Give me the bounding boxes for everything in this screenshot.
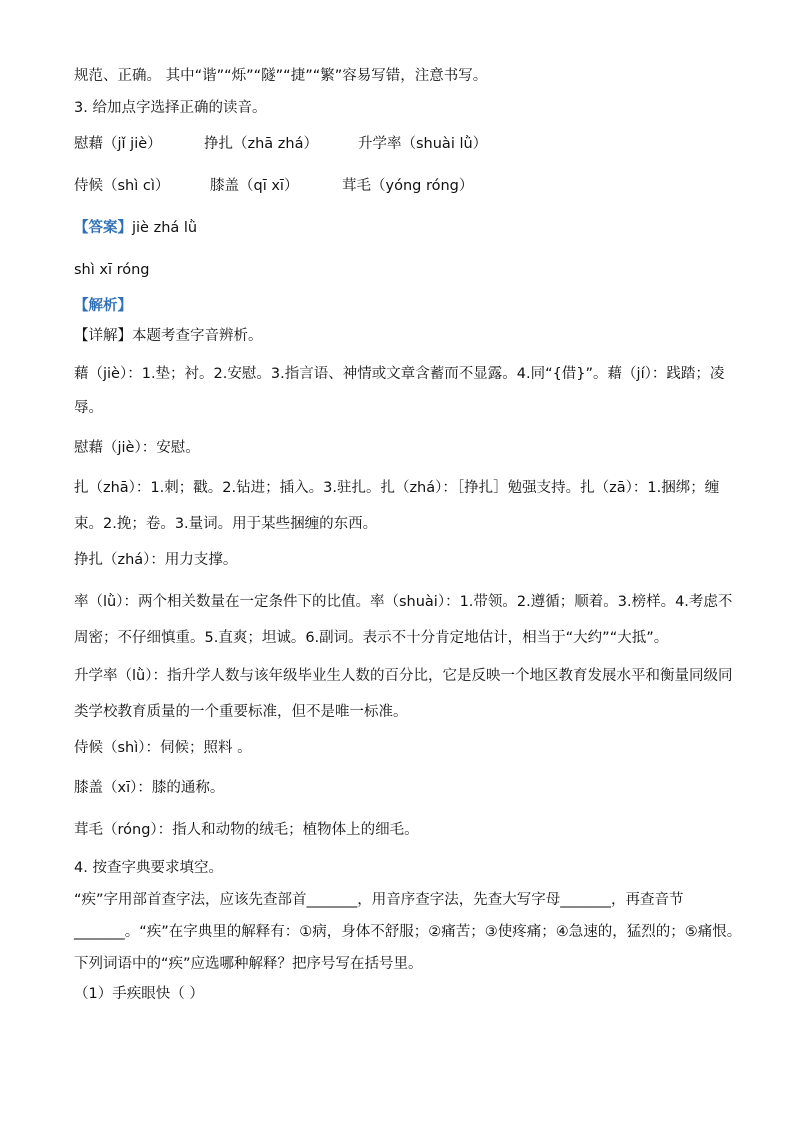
text-line: 升学率（lǜ）：指升学人数与该年级毕业生人数的百分比，它是反映一个地区教育发展水平和衡量同级同 <box>74 668 733 684</box>
text-line: 挣扎（zhá）：用力支撑。 <box>74 552 238 568</box>
text-line: 周密；不仔细慎重。5.直爽；坦诚。6.副词。表示不十分肯定地估计，相当于“大约”“大抵”。 <box>74 630 669 646</box>
text-line: 规范、正确。 其中“谐”“烁”“隧”“捷”“繁”容易写错，注意书写。 <box>74 68 488 84</box>
analysis-label: 【解析】 <box>74 298 132 314</box>
text-line: 侍候（shì）：伺候；照料 。 <box>74 740 252 756</box>
text-line: 茸毛（róng）：指人和动物的绒毛；植物体上的细毛。 <box>74 822 419 838</box>
choice-item: 茸毛（yóng róng） <box>342 178 474 194</box>
question-4-title: 4. 按查字典要求填空。 <box>74 860 223 876</box>
analysis-line <box>74 296 132 316</box>
text-line: “疾”字用部首查字法，应该先查部首_______，用音序查字法，先查大写字母_______，再查音节 <box>74 892 684 908</box>
answer-text: jiè zhá lǜ <box>132 220 198 236</box>
text-line: 藉（jiè）：1.垫；衬。2.安慰。3.指言语、神情或文章含蓄而不显露。4.同“{借}”。藉（jí）：践踏；凌 <box>74 366 725 382</box>
text-line: 慰藉（jiè）：安慰。 <box>74 440 200 456</box>
text-line: 类学校教育质量的一个重要标准，但不是唯一标准。 <box>74 704 408 720</box>
choice-item: 膝盖（qī xī） <box>210 178 299 194</box>
choice-item: 升学率（shuài lǜ） <box>358 136 488 152</box>
choice-item: 侍候（shì cì） <box>74 178 170 194</box>
text-line: 束。2.挽；卷。3.量词。用于某些捆缠的东西。 <box>74 516 378 532</box>
text-line: 下列词语中的“疾”应选哪种解释？把序号写在括号里。 <box>74 956 423 972</box>
text-line: 膝盖（xī）：膝的通称。 <box>74 780 225 796</box>
question-3-title: 3. 给加点字选择正确的读音。 <box>74 100 267 116</box>
text-line: 辱。 <box>74 400 103 416</box>
choice-item: 挣扎（zhā zhá） <box>204 136 318 152</box>
text-line: 【详解】本题考查字音辨析。 <box>74 328 263 344</box>
text-line: （1）手疾眼快（ ） <box>74 986 204 1002</box>
answer-line <box>74 218 197 238</box>
answer-text-2: shì xī róng <box>74 262 150 278</box>
choice-item: 慰藉（jǐ jiè） <box>74 136 162 152</box>
text-line: 扎（zhā）：1.刺；戳。2.钻进；插入。3.驻扎。扎（zhá）：［挣扎］勉强支持。扎（zā）：1.捆绑；缠 <box>74 480 720 496</box>
answer-label: 【答案】 <box>74 220 132 236</box>
text-line: _______。“疾”在字典里的解释有：①病，身体不舒服；②痛苦；③使疼痛；④急速的，猛烈的；⑤痛恨。 <box>74 924 742 940</box>
text-line: 率（lǜ）：两个相关数量在一定条件下的比值。率（shuài）：1.带领。2.遵循；顺着。3.榜样。4.考虑不 <box>74 594 733 610</box>
